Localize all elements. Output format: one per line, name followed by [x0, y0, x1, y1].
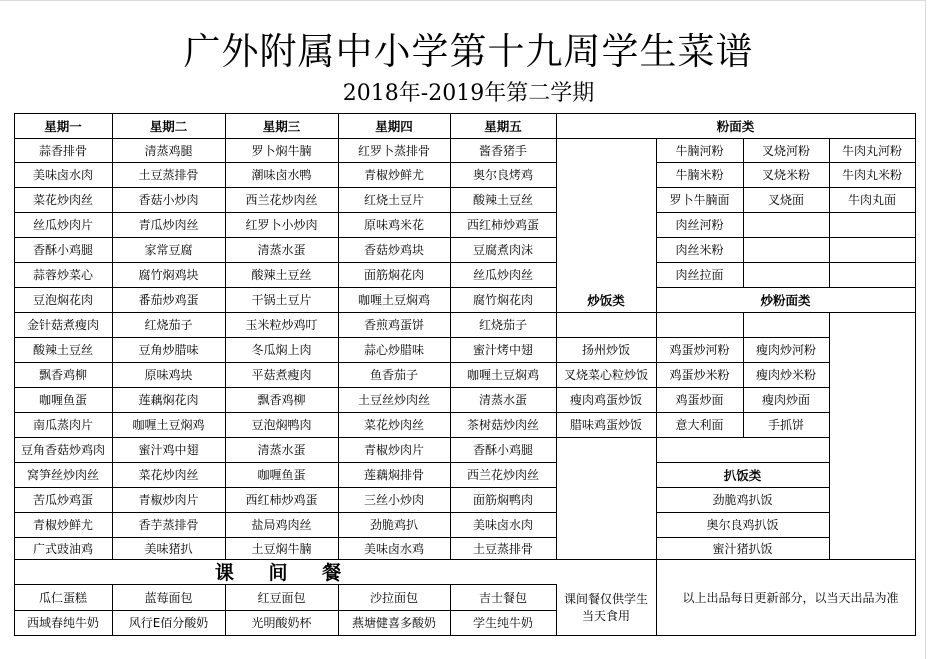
steak-rice-item: 奥尔良鸡扒饭	[706, 518, 779, 532]
noodle-item: 牛腩河粉	[675, 143, 724, 158]
dish-cell: 家常豆腐	[144, 243, 193, 257]
noodle-item	[829, 262, 915, 287]
dish-cell: 蒜心炒腊味	[363, 343, 424, 357]
dish-cell: 腐竹焖花肉	[472, 293, 533, 307]
grid-line	[14, 387, 557, 388]
dish-cell: 鱼香茄子	[369, 368, 418, 382]
section-header-fried-noodles: 炒粉面类	[760, 292, 811, 308]
grid-line	[225, 113, 226, 560]
grid-line	[556, 362, 830, 363]
grid-line	[14, 512, 557, 513]
steak-rice-item: 蜜汁猪扒饭	[712, 541, 773, 556]
noodle-item	[829, 212, 915, 237]
steak-rice-item: 劲脆鸡扒饭	[712, 493, 773, 507]
noodle-item: 牛肉丸面	[847, 193, 896, 207]
grid-line	[14, 362, 557, 363]
section-header-fen-mian: 粉面类	[716, 118, 755, 134]
section-header-fried-rice: 炒饭类	[587, 292, 625, 308]
grid-line	[14, 487, 557, 488]
fried-noodle-item: 手抓饼	[767, 418, 804, 432]
noodle-item: 牛肉丸河粉	[841, 143, 902, 158]
noodle-item: 牛腩米粉	[675, 168, 724, 182]
noodle-item: 肉丝河粉	[675, 218, 724, 232]
dish-cell: 咖喱鱼蛋	[38, 393, 87, 407]
grid-line	[829, 312, 830, 438]
fried-noodle-item: 鸡蛋炒河粉	[669, 343, 730, 357]
grid-line	[656, 237, 916, 238]
dish-cell: 西兰花炒肉丝	[245, 193, 318, 207]
dish-cell: 干锅土豆片	[251, 293, 312, 307]
dish-cell: 清蒸水蛋	[257, 243, 306, 257]
noodle-item	[743, 262, 829, 287]
dish-cell: 金针菇煮瘦肉	[26, 318, 99, 332]
noodle-item: 肉丝米粉	[675, 243, 724, 257]
dish-cell: 三丝小炒肉	[363, 493, 424, 507]
dish-cell: 红烧土豆片	[363, 193, 424, 207]
grid-line	[14, 412, 557, 413]
noodle-item: 牛肉丸米粉	[841, 168, 902, 182]
grid-line	[915, 113, 916, 636]
dish-cell: 豆泡焖花肉	[32, 293, 93, 307]
dish-cell: 豆角炒腊味	[138, 343, 199, 357]
grid-line	[14, 610, 557, 611]
grid-line	[556, 337, 830, 338]
dish-cell: 玉米粒炒鸡叮	[245, 318, 318, 332]
grid-line	[14, 462, 557, 463]
grid-line	[14, 312, 557, 313]
section-header-steak-rice: 扒饭类	[723, 467, 762, 483]
dish-cell: 原味鸡块	[144, 368, 193, 382]
dish-cell: 苦瓜炒鸡蛋	[32, 493, 93, 507]
dish-cell: 飘香鸡柳	[257, 393, 306, 407]
grid-line	[556, 437, 830, 438]
noodle-item	[743, 212, 829, 237]
dish-cell: 土豆蒸排骨	[138, 168, 199, 182]
noodle-item: 肉丝拉面	[675, 268, 724, 282]
dish-cell: 美味猪扒	[144, 541, 193, 556]
fried-noodle-item: 鸡蛋炒米粉	[669, 368, 730, 382]
dish-cell: 腐竹焖鸡块	[138, 268, 199, 282]
snack-item: 西域春纯牛奶	[26, 616, 99, 630]
snack-header: 课 间 餐	[214, 562, 356, 584]
dish-cell: 咖喱土豆焖鸡	[357, 293, 430, 307]
snack-item: 红豆面包	[257, 590, 306, 605]
grid-line	[656, 537, 830, 538]
grid-line	[743, 312, 744, 438]
fried-rice-item: 叉烧菜心粒炒饭	[563, 368, 648, 382]
grid-line	[743, 138, 744, 288]
dish-cell: 土豆丝炒肉丝	[357, 393, 430, 407]
dish-cell: 丝瓜炒肉丝	[472, 268, 533, 282]
grid-line	[829, 437, 830, 560]
dish-cell: 香酥小鸡腿	[472, 443, 533, 457]
grid-line	[14, 237, 557, 238]
snack-item: 蓝莓面包	[144, 590, 193, 605]
dish-cell: 美味卤水肉	[472, 518, 533, 532]
dish-cell: 酸辣土豆丝	[251, 268, 312, 282]
fried-noodle-item: 瘦肉炒米粉	[755, 368, 816, 382]
grid-line	[338, 584, 339, 636]
grid-line	[112, 113, 113, 560]
dish-cell: 香煎鸡蛋饼	[363, 318, 424, 332]
dish-cell: 茶树菇炒肉丝	[466, 418, 539, 432]
day-header: 星期二	[149, 118, 188, 134]
dish-cell: 青椒炒鲜尤	[363, 168, 424, 182]
grid-line	[656, 462, 830, 463]
dish-cell: 平菇煮瘦肉	[251, 368, 312, 382]
dish-cell: 香酥小鸡腿	[32, 243, 93, 257]
dish-cell: 西红柿炒鸡蛋	[466, 218, 539, 232]
dish-cell: 豆角香菇炒鸡肉	[20, 443, 105, 457]
dish-cell: 香菇炒鸡块	[363, 243, 424, 257]
grid-line	[656, 287, 916, 288]
dish-cell: 南瓜蒸肉片	[32, 418, 93, 432]
grid-line	[14, 113, 15, 636]
dish-cell: 冬瓜焖上肉	[251, 343, 312, 357]
grid-line	[225, 584, 226, 636]
grid-line	[14, 138, 557, 139]
grid-line	[656, 287, 657, 560]
snack-item: 风行E佰分酸奶	[128, 616, 209, 630]
dish-cell: 酱香猪手	[478, 143, 527, 158]
update-note: 以上出品每日更新部分，以当天出品为准	[682, 590, 899, 605]
dish-cell: 奥尔良烤鸡	[472, 168, 533, 182]
grid-line	[14, 287, 557, 288]
grid-line	[14, 635, 916, 636]
dish-cell: 土豆蒸排骨	[472, 541, 533, 556]
grid-line	[450, 113, 451, 560]
dish-cell: 劲脆鸡扒	[369, 518, 418, 532]
dish-cell: 香菇小炒肉	[138, 193, 199, 207]
dish-cell: 清蒸水蛋	[478, 393, 527, 407]
grid-line	[14, 262, 557, 263]
fried-noodle-item: 鸡蛋炒面	[675, 393, 724, 407]
day-header: 星期五	[484, 118, 522, 134]
dish-cell: 咖喱土豆焖鸡	[132, 418, 205, 432]
fried-rice-item: 扬州炒饭	[581, 343, 630, 357]
grid-line	[656, 138, 657, 288]
noodle-item: 叉烧面	[767, 193, 804, 207]
dish-cell: 青椒炒鲜尤	[32, 518, 93, 532]
grid-line	[656, 212, 916, 213]
noodle-item: 叉烧米粉	[761, 168, 810, 182]
dish-cell: 咖喱鱼蛋	[257, 468, 306, 482]
snack-note: 课间餐仅供学生当天食用	[563, 592, 648, 623]
noodle-item	[743, 237, 829, 262]
grid-line	[338, 113, 339, 560]
grid-line	[656, 559, 657, 636]
dish-cell: 酸辣土豆丝	[32, 343, 93, 357]
dish-cell: 咖喱土豆焖鸡	[466, 368, 539, 382]
grid-line	[14, 584, 557, 585]
dish-cell: 莲藕焖排骨	[363, 468, 424, 482]
dish-cell: 莲藕焖花肉	[138, 393, 199, 407]
grid-line	[14, 537, 557, 538]
dish-cell: 清蒸水蛋	[257, 443, 306, 457]
dish-cell: 豆泡焖鸭肉	[251, 418, 312, 432]
dish-cell: 面筋焖鸭肉	[472, 493, 533, 507]
snack-item: 吉士餐包	[478, 590, 527, 605]
day-header: 星期三	[262, 118, 301, 134]
grid-line	[656, 262, 916, 263]
dish-cell: 菜花炒肉丝	[138, 468, 199, 482]
grid-line	[656, 187, 916, 188]
dish-cell: 飘香鸡柳	[38, 368, 87, 382]
grid-line	[556, 387, 830, 388]
dish-cell: 蒜蓉炒菜心	[32, 268, 93, 282]
dish-cell: 美味卤水肉	[32, 168, 93, 182]
grid-line	[14, 187, 557, 188]
dish-cell: 红罗卜蒸排骨	[357, 143, 430, 158]
dish-cell: 窝笋丝炒肉丝	[26, 468, 99, 482]
snack-item: 学生纯牛奶	[472, 616, 533, 630]
grid-line	[14, 559, 557, 560]
grid-line	[829, 138, 830, 288]
grid-line	[656, 512, 830, 513]
dish-cell: 红烧茄子	[478, 318, 527, 332]
dish-cell: 西红柿炒鸡蛋	[245, 493, 318, 507]
dish-cell: 红烧茄子	[144, 318, 193, 332]
fried-noodle-item: 意大利面	[675, 418, 724, 432]
day-header: 星期四	[375, 118, 413, 134]
page-subtitle: 2018年-2019年第二学期	[342, 81, 595, 106]
dish-cell: 盐局鸡肉丝	[251, 518, 312, 532]
grid-line	[14, 113, 916, 114]
dish-cell: 豆腐煮肉沫	[472, 243, 533, 257]
dish-cell: 蜜汁鸡中翅	[138, 443, 199, 457]
grid-line	[556, 312, 916, 313]
fried-noodle-item: 瘦肉炒河粉	[755, 343, 816, 357]
dish-cell: 番茄炒鸡蛋	[138, 293, 199, 307]
noodle-item: 罗卜牛腩面	[669, 193, 730, 207]
dish-cell: 酸辣土豆丝	[472, 193, 533, 207]
grid-line	[556, 412, 830, 413]
grid-line	[656, 487, 830, 488]
grid-line	[450, 584, 451, 636]
dish-cell: 蒜香排骨	[38, 143, 87, 158]
dish-cell: 西兰花炒肉丝	[466, 468, 539, 482]
noodle-item	[829, 237, 915, 262]
dish-cell: 红罗卜小炒肉	[245, 218, 318, 232]
snack-item: 光明酸奶杯	[251, 616, 312, 630]
grid-line	[556, 584, 557, 636]
dish-cell: 罗卜焖牛腩	[251, 143, 312, 158]
grid-line	[656, 162, 916, 163]
dish-cell: 潮味卤水鸭	[251, 168, 312, 182]
dish-cell: 菜花炒肉丝	[363, 418, 424, 432]
day-header: 星期一	[44, 118, 82, 134]
dish-cell: 青椒炒肉片	[363, 443, 424, 457]
grid-line	[14, 437, 557, 438]
snack-item: 沙拉面包	[369, 590, 418, 605]
dish-cell: 面筋焖花肉	[363, 268, 424, 282]
noodle-item: 叉烧河粉	[761, 143, 810, 158]
page-title: 广外附属中小学第十九周学生菜谱	[183, 30, 754, 73]
dish-cell: 青瓜炒肉丝	[138, 218, 199, 232]
grid-line	[14, 337, 557, 338]
grid-line	[14, 162, 557, 163]
fried-rice-item: 瘦肉鸡蛋炒饭	[569, 393, 642, 407]
fried-noodle-item: 瘦肉炒面	[761, 393, 810, 407]
snack-item: 燕塘健喜多酸奶	[351, 616, 436, 630]
dish-cell: 美味卤水鸡	[363, 541, 424, 556]
grid-line	[14, 212, 557, 213]
dish-cell: 清蒸鸡腿	[144, 143, 193, 158]
dish-cell: 原味鸡米花	[363, 218, 424, 232]
dish-cell: 青椒炒肉片	[138, 493, 199, 507]
dish-cell: 蜜汁烤中翅	[472, 343, 533, 357]
dish-cell: 菜花炒肉丝	[32, 193, 93, 207]
grid-line	[556, 559, 916, 560]
dish-cell: 丝瓜炒肉片	[32, 218, 93, 232]
dish-cell: 香芋蒸排骨	[138, 518, 199, 532]
dish-cell: 土豆焖牛腩	[251, 541, 312, 556]
grid-line	[112, 584, 113, 636]
fried-rice-item: 腊味鸡蛋炒饭	[569, 418, 642, 432]
dish-cell: 广式豉油鸡	[32, 541, 93, 556]
snack-item: 瓜仁蛋糕	[38, 590, 87, 605]
grid-line	[556, 138, 916, 139]
